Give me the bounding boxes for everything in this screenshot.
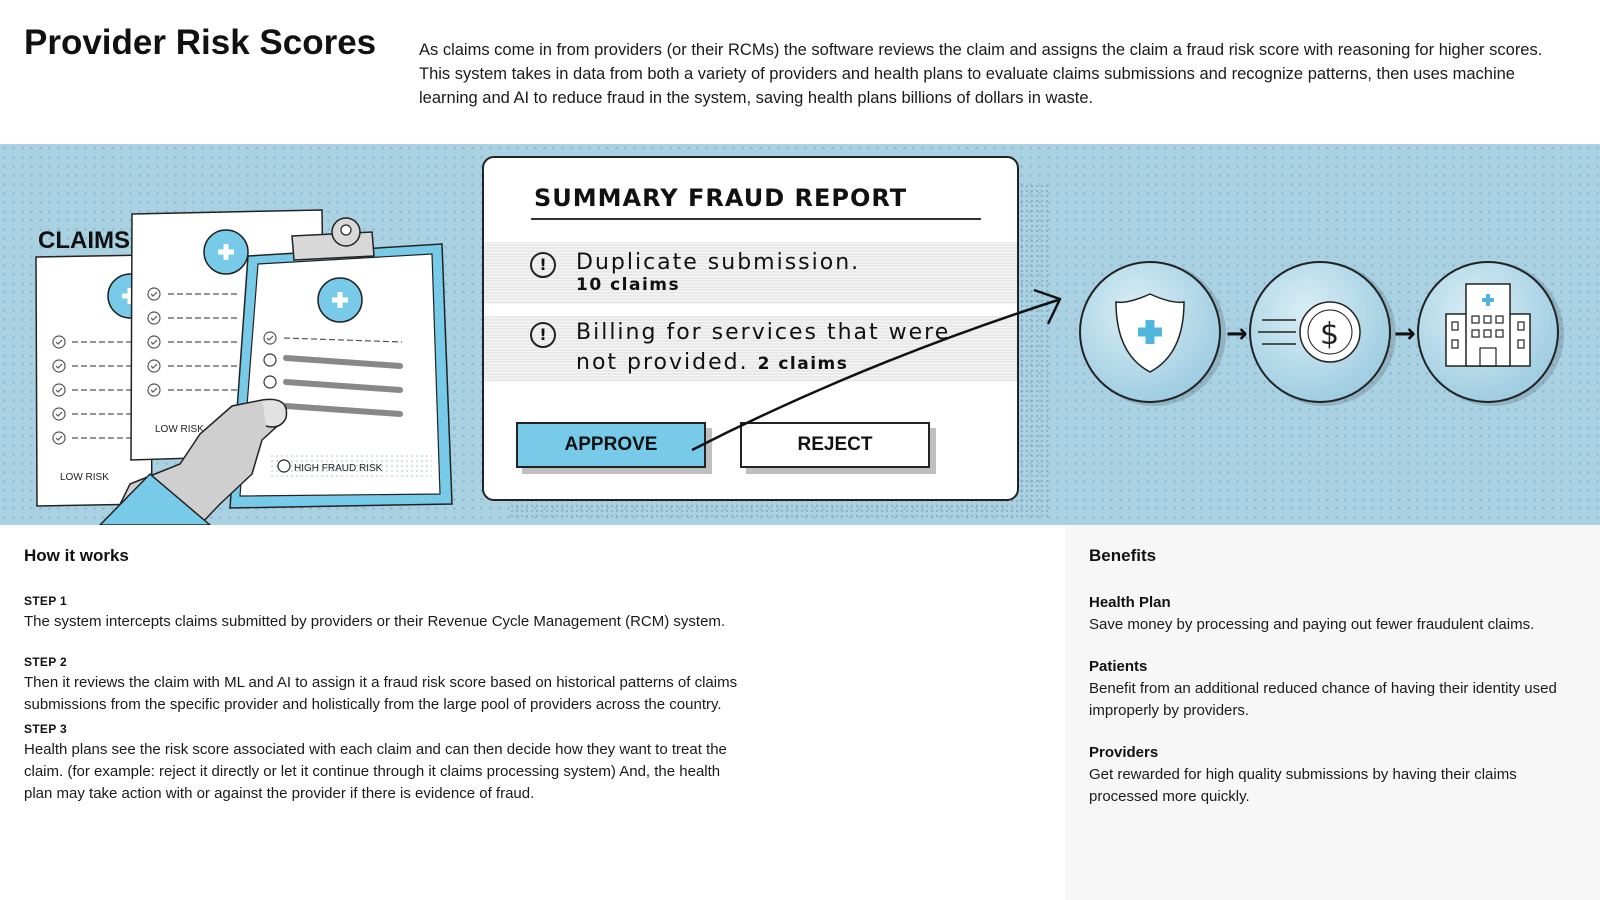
- hero-illustration: [0, 144, 1600, 525]
- benefit-label: Providers: [1089, 744, 1159, 761]
- benefit-text: Save money by processing and paying out fewer fraudulent claims.: [1089, 616, 1535, 633]
- step-label: STEP 1: [24, 594, 67, 608]
- flow-arrow-icon: →: [1226, 319, 1248, 349]
- how-it-works-section: [24, 546, 744, 805]
- step-label: STEP 2: [24, 655, 67, 669]
- doc-label-low-risk-1: LOW RISK: [60, 472, 109, 483]
- step-2: [24, 655, 744, 716]
- finding-billing-not-provided: [484, 316, 1017, 382]
- finding-duplicate-submission: [484, 242, 1017, 304]
- approve-button[interactable]: APPROVE: [516, 422, 706, 468]
- report-title: SUMMARY FRAUD REPORT: [534, 184, 908, 212]
- finding-count: 2 claims: [757, 354, 849, 374]
- report-title-rule: [531, 218, 981, 220]
- flow-shield-bubble: [1080, 262, 1226, 406]
- finding-text: Duplicate submission.: [576, 250, 861, 275]
- benefit-label: Health Plan: [1089, 594, 1171, 611]
- step-label: STEP 3: [24, 722, 67, 736]
- how-it-works-heading: How it works: [24, 546, 129, 565]
- benefits-section: [1089, 546, 1579, 808]
- finding-text-line2: not provided.: [576, 350, 749, 375]
- page-title: Provider Risk Scores: [24, 23, 377, 62]
- benefit-patients: [1089, 658, 1579, 722]
- summary-fraud-report-card: [482, 156, 1019, 501]
- flow-dollar-bubble: [1250, 262, 1396, 406]
- benefit-providers: [1089, 744, 1579, 808]
- finding-text-line1: Billing for services that were: [576, 320, 951, 345]
- benefit-text: Benefit from an additional reduced chance of having their identity used improperly by providers.: [1089, 680, 1557, 719]
- step-text: Health plans see the risk score associated with each claim and can then decide how they want to treat the claim. (for example: reject it directly or let it continue through it claims processing system) And, the health plan may take action with or against the provider if there is evidence of fraud.: [24, 741, 727, 802]
- benefit-text: Get rewarded for high quality submissions by having their claims processed more quickly.: [1089, 766, 1517, 805]
- alert-icon: !: [530, 252, 556, 278]
- step-text: The system intercepts claims submitted by providers or their Revenue Cycle Management (RCM) system.: [24, 613, 726, 630]
- svg-text:$: $: [1320, 317, 1340, 352]
- claims-label: CLAIMS: [38, 227, 130, 254]
- alert-icon: [278, 460, 290, 472]
- benefit-health-plan: [1089, 594, 1579, 636]
- step-3: [24, 722, 744, 805]
- step-1: [24, 594, 744, 633]
- reject-button[interactable]: REJECT: [740, 422, 930, 468]
- clipboard-high-fraud-risk: [230, 218, 452, 508]
- flow-arrow-icon: →: [1394, 319, 1416, 349]
- intro-paragraph: As claims come in from providers (or their RCMs) the software reviews the claim and assigns the claim a fraud risk score with reasoning for higher scores. This system takes in data from both a variety of providers and health plans to evaluate claims submissions and recognize patterns, then uses machine learning and AI to reduce fraud in the system, saving health plans billions of dollars in waste.: [419, 41, 1543, 107]
- doc-label-high-fraud-risk: HIGH FRAUD RISK: [294, 463, 383, 474]
- benefits-heading: Benefits: [1089, 546, 1157, 565]
- finding-count: 10 claims: [576, 275, 681, 295]
- flow-hospital-bubble: [1418, 262, 1564, 406]
- benefit-label: Patients: [1089, 658, 1148, 675]
- doc-label-low-risk-2: LOW RISK: [155, 424, 204, 435]
- step-text: Then it reviews the claim with ML and AI to assign it a fraud risk score based on historical patterns of claims submissions from the specific provider and holistically from the large pool of providers across the country.: [24, 674, 738, 713]
- alert-icon: !: [530, 322, 556, 348]
